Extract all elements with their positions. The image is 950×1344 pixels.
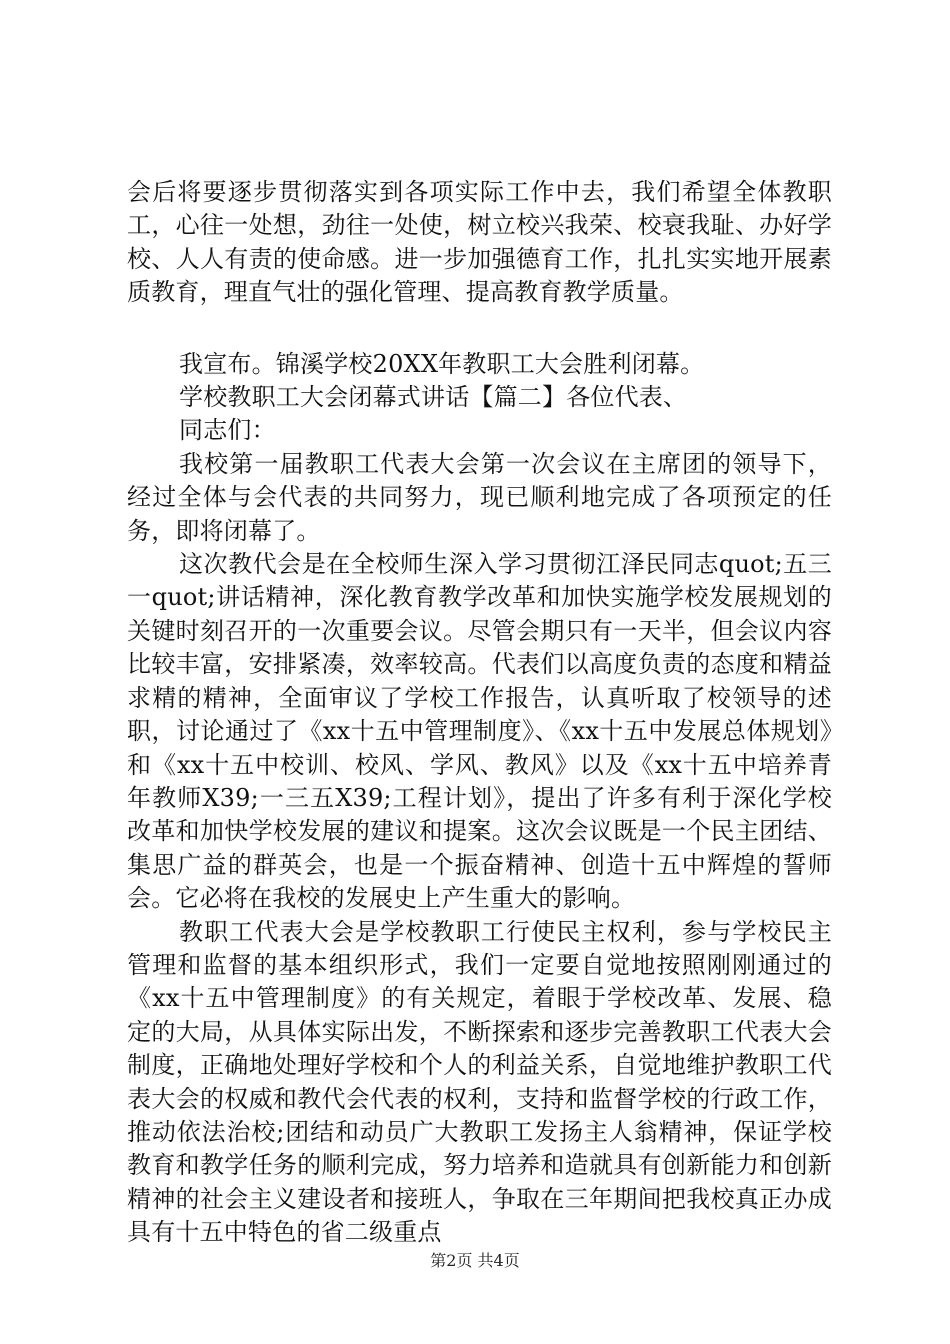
paragraph-continuation: 会后将要逐步贯彻落实到各项实际工作中去，我们希望全体教职工，心往一处想，劲往一处使，树立校兴我荣、校衰我耻、办好学校、人人有责的使命感。进一步加强德育工作，扎扎实实地开展素质教育，理直气壮的强化管理、提高教育教学质量。 [127, 178, 832, 307]
paragraph-salutation: 同志们： [179, 416, 276, 445]
page-number-footer: 第2页 共4页 [430, 1251, 520, 1270]
paragraph-opening: 我校第一届教职工代表大会第一次会议在主席团的领导下，经过全体与会代表的共同努力，现已顺利地完成了各项预定的任务，即将闭幕了。 [127, 449, 832, 545]
paragraph-title-part-two: 学校教职工大会闭幕式讲话【篇二】各位代表、 [179, 383, 688, 412]
document-body [127, 176, 832, 1250]
paragraph-gap [127, 310, 832, 348]
paragraph-announcement: 我宣布。锦溪学校20XX年教职工大会胜利闭幕。 [179, 349, 705, 378]
paragraph-congress-role: 教职工代表大会是学校教职工行使民主权利，参与学校民主管理和监督的基本组织形式，我们一定要自觉地按照刚刚通过的《xx十五中管理制度》的有关规定，着眼于学校改革、发展、稳定的大局，从具体实际出发，不断探索和逐步完善教职工代表大会制度，正确地处理好学校和个人的利益关系，自觉地维护教职工代表大会的权威和教代会代表的权利，支持和监督学校的行政工作，推动依法治校;团结和动员广大教职工发扬主人翁精神，保证学校教育和教学任务的顺利完成，努力培养和造就具有创新能力和创新精神的社会主义建设者和接班人，争取在三年期间把我校真正办成具有十五中特色的省二级重点 [127, 917, 832, 1247]
paragraph-meeting-summary: 这次教代会是在全校师生深入学习贯彻江泽民同志quot;五三一quot;讲话精神，深化教育教学改革和加快实施学校发展规划的关键时刻召开的一次重要会议。尽管会期只有一天半，但会议内容比较丰富，安排紧凑，效率较高。代表们以高度负责的态度和精益求精的精神，全面审议了学校工作报告，认真听取了校领导的述职，讨论通过了《xx十五中管理制度》、《xx十五中发展总体规划》和《xx十五中校训、校风、学风、教风》以及《xx十五中培养青年教师X39;一三五X39;工程计划》，提出了许多有利于深化学校改革和加快学校发展的建议和提案。这次会议既是一个民主团结、集思广益的群英会，也是一个振奋精神、创造十五中辉煌的誓师会。它必将在我校的发展史上产生重大的影响。 [127, 550, 832, 913]
